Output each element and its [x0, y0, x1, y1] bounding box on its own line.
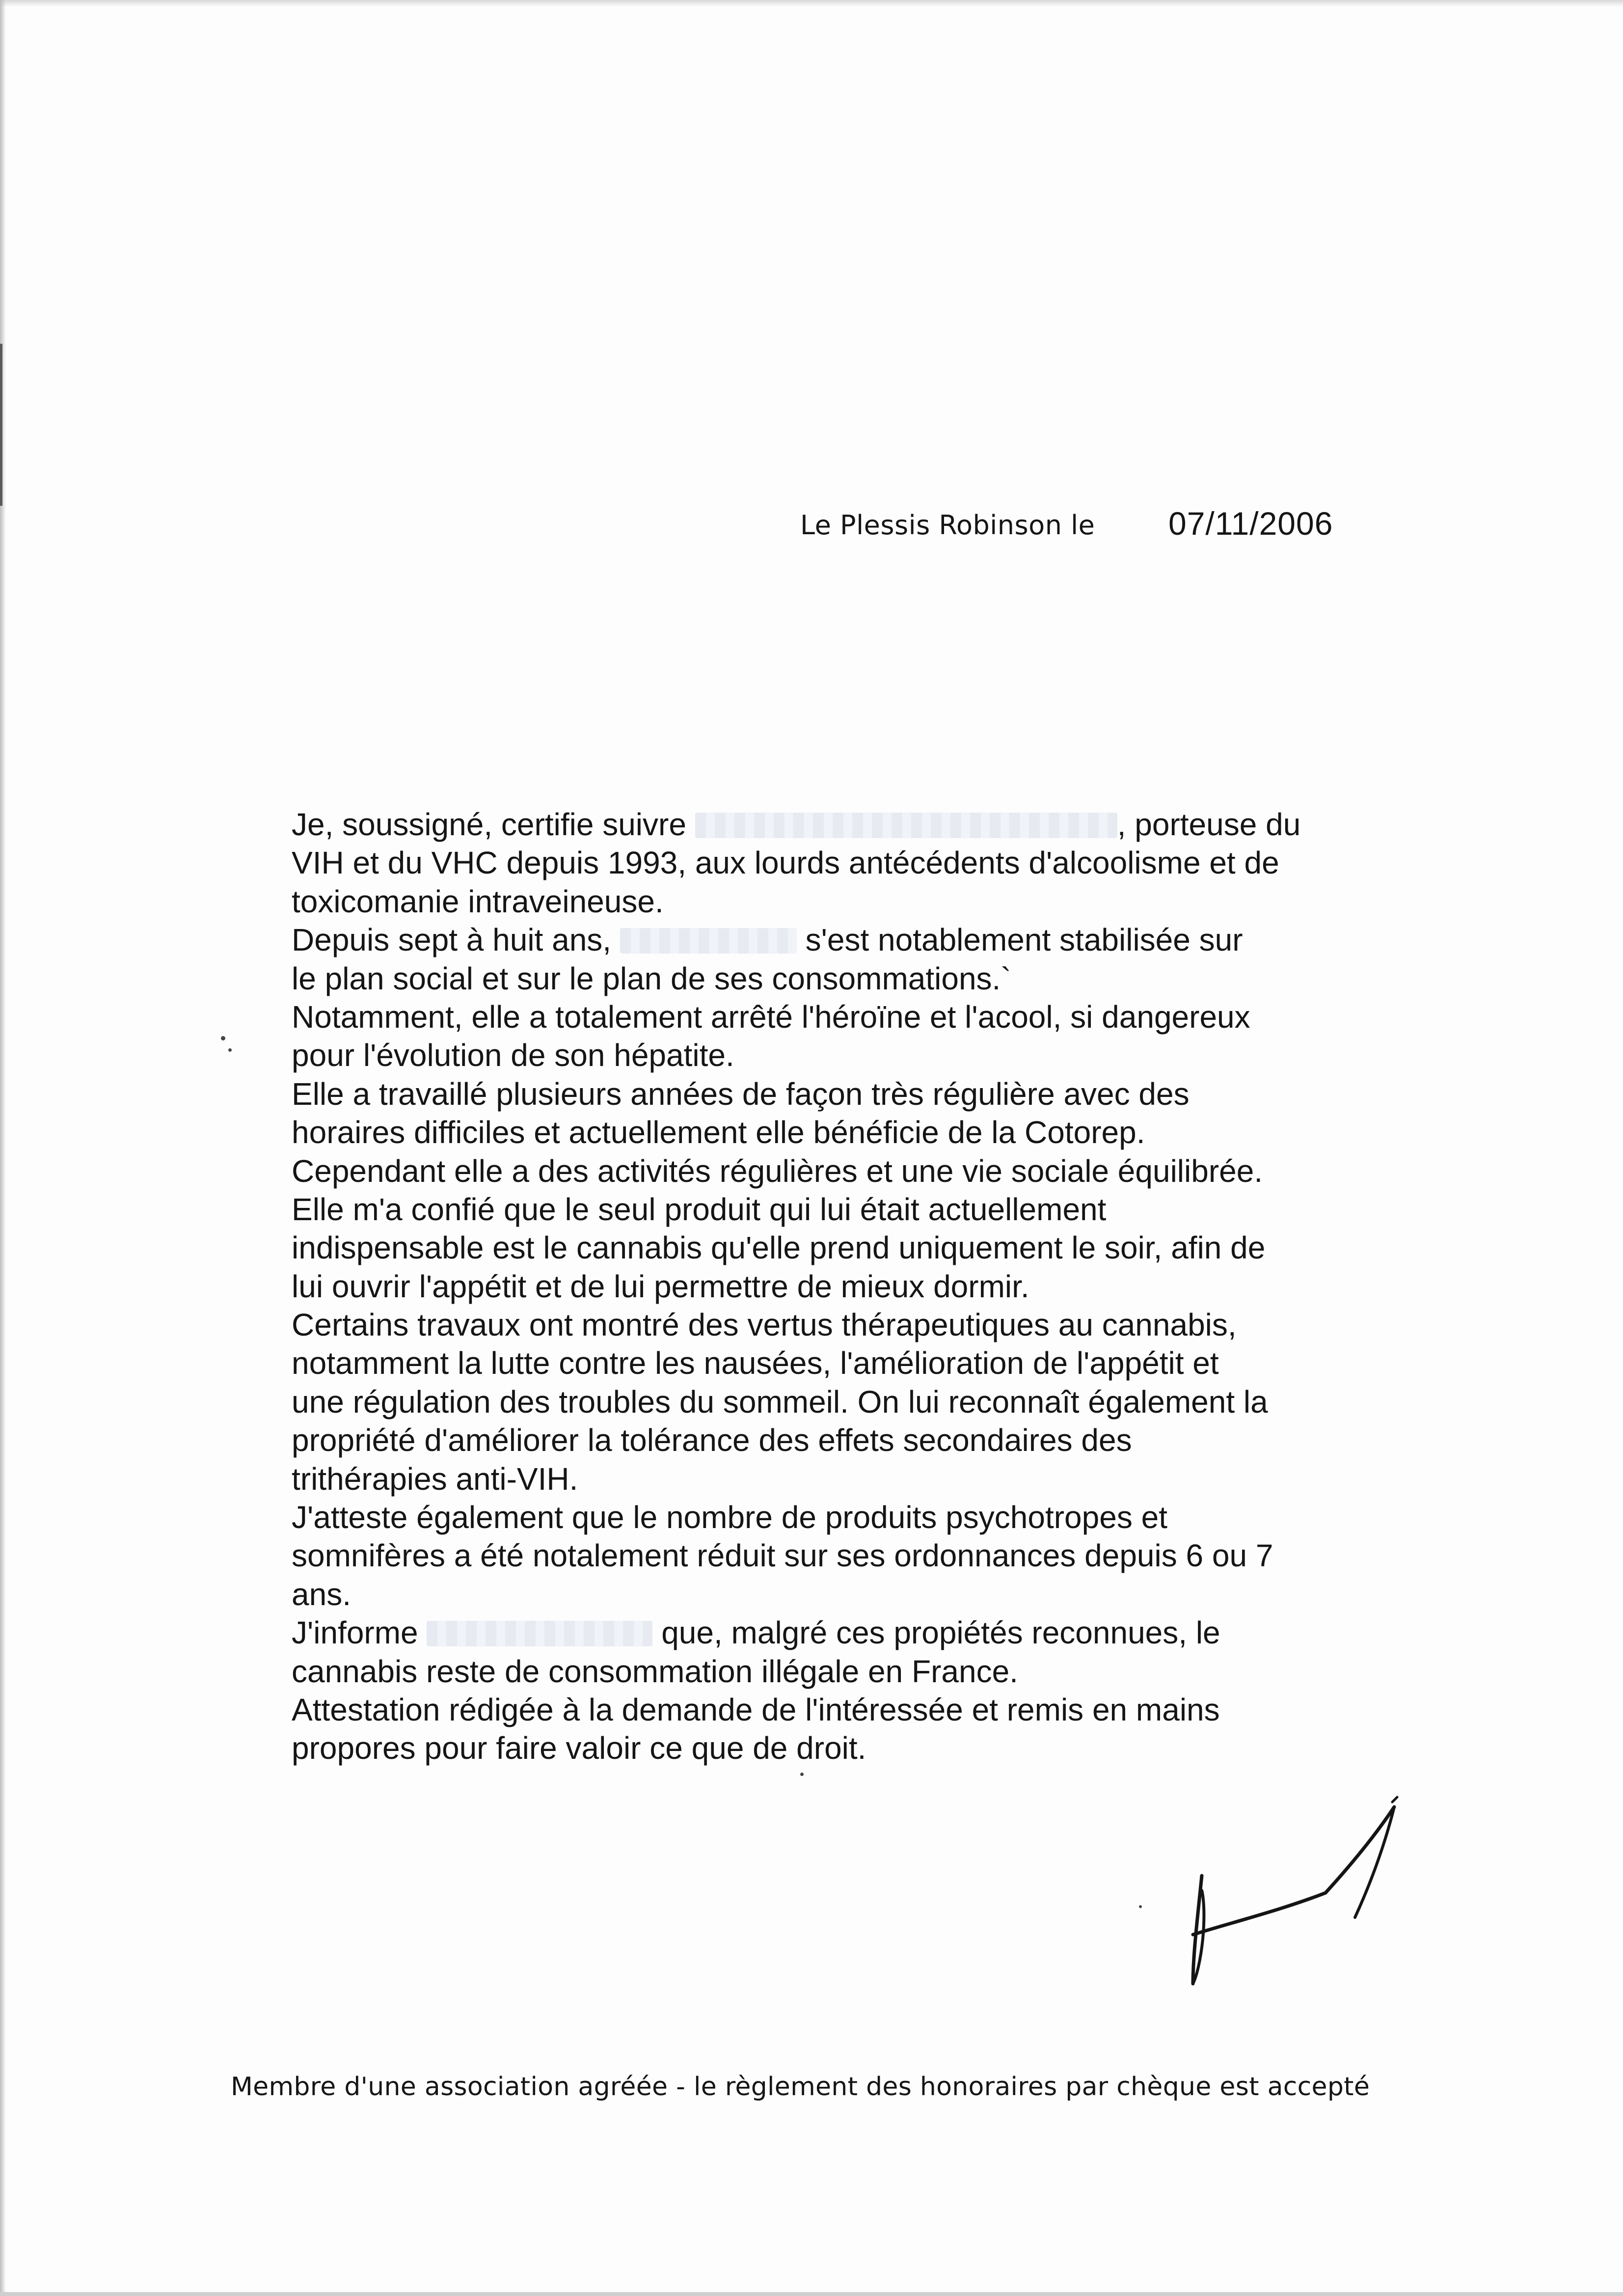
letter-line: horaires difficiles et actuellement elle bénéficie de la Cotorep.: [292, 1115, 1145, 1150]
signature-stroke: [1392, 1797, 1397, 1802]
letter-line: Cependant elle a des activités régulières et une vie sociale équilibrée.: [292, 1153, 1263, 1189]
signature-stroke: [1325, 1807, 1394, 1893]
line-text: Depuis sept à huit ans,: [292, 922, 620, 958]
letter-line: propores pour faire valoir ce que de droit.: [292, 1730, 866, 1766]
place-label: Le Plessis Robinson le: [800, 510, 1095, 541]
letter-line: pour l'évolution de son hépatite.: [292, 1038, 734, 1073]
redacted-name: [695, 813, 1117, 838]
letter-line: [292, 1613, 1362, 1652]
letter-line: somnifères a été notalement réduit sur ses ordonnances depuis 6 ou 7: [292, 1538, 1273, 1574]
letter-line: Notamment, elle a totalement arrêté l'héroïne et l'acool, si dangereux: [292, 999, 1250, 1035]
footer-note: Membre d'une association agréée - le règlement des honoraires par chèque est accepté: [231, 2072, 1370, 2102]
letter-line: Elle a travaillé plusieurs années de façon très régulière avec des: [292, 1076, 1190, 1112]
letter-line: VIH et du VHC depuis 1993, aux lourds antécédents d'alcoolisme et de: [292, 845, 1279, 881]
letter-line: J'atteste également que le nombre de produits psychotropes et: [292, 1500, 1167, 1535]
letter-line: Certains travaux ont montré des vertus thérapeutiques au cannabis,: [292, 1307, 1237, 1343]
letter-line: trithérapies anti-VIH.: [292, 1461, 578, 1497]
scan-edge-bottom: [0, 2292, 1623, 2296]
redacted-name: [620, 928, 797, 954]
letter-line: une régulation des troubles du sommeil. On lui reconnaît également la: [292, 1384, 1268, 1420]
letter-date: 07/11/2006: [1168, 505, 1333, 542]
letter-line: toxicomanie intraveineuse.: [292, 883, 664, 919]
scan-speck: [800, 1773, 804, 1776]
scan-edge-top: [0, 0, 1623, 7]
line-text: s'est notablement stabilisée sur: [796, 922, 1243, 958]
line-text: , porteuse du: [1117, 807, 1301, 842]
line-text: J'informe: [292, 1615, 427, 1651]
signature-stroke: [1193, 1893, 1325, 1935]
letter-line: Attestation rédigée à la demande de l'intéressée et remis en mains: [292, 1692, 1220, 1727]
letter-line: ans.: [292, 1576, 351, 1612]
signature-stroke: [1355, 1807, 1394, 1917]
scan-edge-mark: [0, 344, 2, 506]
line-text: Je, soussigné, certifie suivre: [292, 807, 695, 842]
line-text: que, malgré ces propiétés reconnues, le: [652, 1615, 1220, 1651]
letter-line: lui ouvrir l'appétit et de lui permettre de mieux dormir.: [292, 1268, 1029, 1304]
scan-speck: [228, 1048, 232, 1052]
letter-line: indispensable est le cannabis qu'elle prend uniquement le soir, afin de: [292, 1230, 1266, 1266]
letter-line: le plan social et sur le plan de ses consommations.`: [292, 960, 1011, 996]
letter-line: [292, 805, 1362, 844]
letter-line: notamment la lutte contre les nausées, l'amélioration de l'appétit et: [292, 1345, 1219, 1381]
letter-body: [292, 805, 1362, 1768]
redacted-name: [427, 1621, 652, 1646]
letter-line: cannabis reste de consommation illégale en France.: [292, 1653, 1018, 1689]
signature: [1119, 1787, 1434, 1994]
letter-line: Elle m'a confié que le seul produit qui lui était actuellement: [292, 1191, 1107, 1227]
letter-line: propriété d'améliorer la tolérance des effets secondaires des: [292, 1422, 1132, 1458]
date-line: [800, 501, 1340, 545]
letter-line: [292, 921, 1362, 959]
scan-speck: [221, 1036, 225, 1040]
